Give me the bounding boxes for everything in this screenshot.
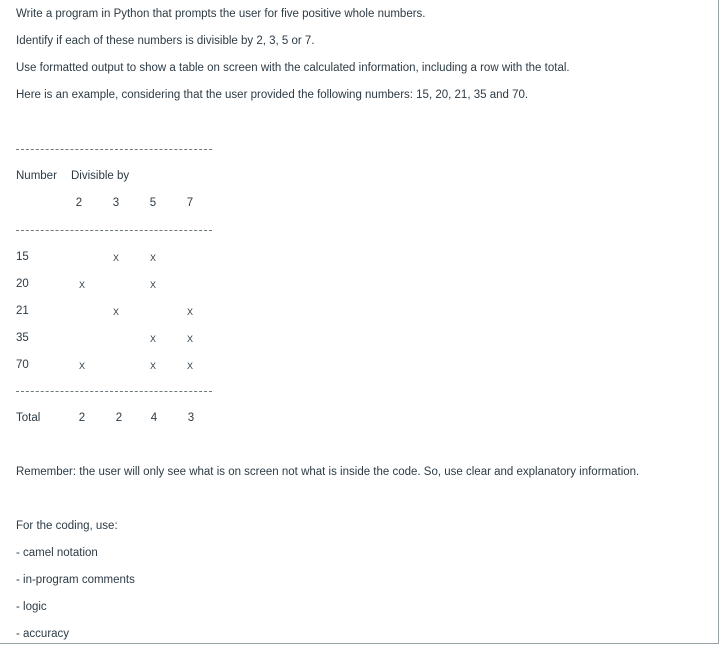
- table-divider-middle: [16, 230, 212, 231]
- total-divisible-7: 3: [187, 412, 195, 424]
- divisible-mark: X: [149, 280, 157, 290]
- total-divisible-2: 2: [78, 412, 86, 424]
- divisor-2: 2: [75, 197, 83, 209]
- row-number: 21: [16, 305, 29, 317]
- intro-line-2: Identify if each of these numbers is divisible by 2, 3, 5 or 7.: [16, 35, 315, 47]
- coding-item: - in-program comments: [16, 574, 135, 586]
- divisible-mark: X: [149, 361, 157, 371]
- row-number: 20: [16, 278, 29, 290]
- coding-item: - accuracy: [16, 628, 70, 640]
- intro-line-4: Here is an example, considering that the user provided the following numbers: 15, 20, 21, 35 and 70.: [16, 89, 529, 101]
- row-number: 35: [16, 332, 29, 344]
- coding-item: - logic: [16, 601, 47, 613]
- divisible-mark: X: [186, 334, 194, 344]
- total-divisible-5: 4: [150, 412, 158, 424]
- coding-heading: For the coding, use:: [16, 520, 118, 532]
- divisible-mark: X: [149, 253, 157, 263]
- coding-item: - camel notation: [16, 547, 98, 559]
- divisible-mark: X: [78, 280, 86, 290]
- divisor-5: 5: [149, 197, 157, 209]
- divisible-mark: X: [112, 307, 120, 317]
- table-divider-top: [16, 149, 212, 150]
- total-divisible-3: 2: [115, 412, 123, 424]
- intro-line-1: Write a program in Python that prompts the user for five positive whole numbers.: [16, 8, 426, 20]
- divisor-7: 7: [186, 197, 194, 209]
- row-number: 15: [16, 251, 29, 263]
- intro-line-3: Use formatted output to show a table on screen with the calculated information, including a row with the total.: [16, 62, 570, 74]
- divisible-mark: X: [149, 334, 157, 344]
- divisor-3: 3: [112, 197, 120, 209]
- header-divisible-by: Divisible by: [71, 170, 130, 182]
- total-label: Total: [16, 412, 41, 424]
- table-divider-bottom: [16, 391, 212, 392]
- header-number: Number: [16, 170, 57, 182]
- divisible-mark: X: [186, 307, 194, 317]
- divisible-mark: X: [78, 361, 86, 371]
- remember-note: Remember: the user will only see what is on screen not what is inside the code. So, use clear and explanatory information.: [16, 466, 640, 478]
- divisible-mark: X: [112, 253, 120, 263]
- divisible-mark: X: [186, 361, 194, 371]
- row-number: 70: [16, 359, 29, 371]
